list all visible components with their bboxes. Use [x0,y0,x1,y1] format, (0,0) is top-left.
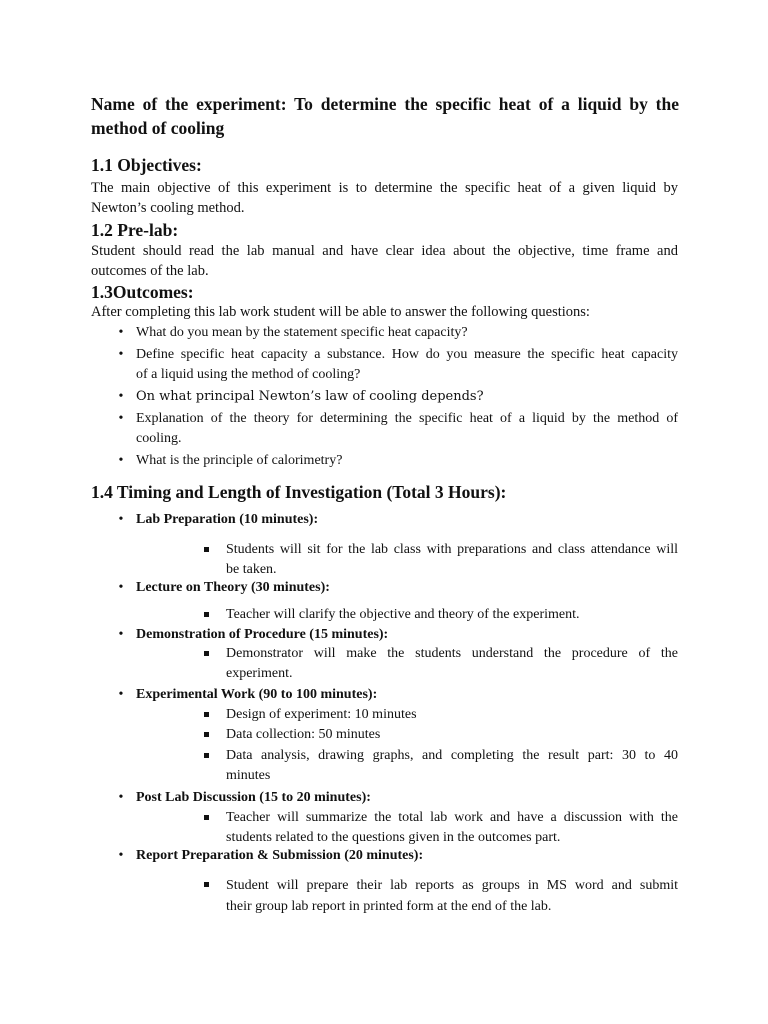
prelab-heading: 1.2 Pre-lab: [91,220,179,240]
timing-sub-item-text: Student will prepare their lab reports as groups in MS word and submit [226,878,678,893]
bullet-dot-icon: • [118,512,124,527]
outcomes-intro-line: After completing this lab work student will be able to answer the following questions: [91,304,590,320]
outcome-question-text: Explanation of the theory for determining the specific heat of a liquid by the method of [136,411,678,426]
experimental-work-label: Experimental Work (90 to 100 minutes): [136,687,378,702]
lab-preparation-label: Lab Preparation (10 minutes): [136,512,319,527]
lecture-theory-label: Lecture on Theory (30 minutes): [136,580,330,595]
timing-sub-item-text: students related to the questions given in the outcomes part. [226,830,561,845]
report-preparation-label: Report Preparation & Submission (20 minutes): [136,848,424,863]
bullet-dot-icon: • [118,411,124,426]
timing-sub-item-text: Data collection: 50 minutes [226,727,381,742]
experiment-title-line-1: Name of the experiment: To determine the specific heat of a liquid by the [91,94,679,114]
bullet-dot-icon: • [118,687,124,702]
square-bullet-icon [204,882,209,887]
bullet-dot-icon: • [118,580,124,595]
timing-sub-item-text: be taken. [226,562,277,577]
outcome-question-text: of a liquid using the method of cooling? [136,367,361,382]
timing-sub-item-text: experiment. [226,666,293,681]
square-bullet-icon [204,753,209,758]
timing-sub-item-text: Students will sit for the lab class with preparations and class attendance will [226,542,678,557]
objectives-line-2: Newton’s cooling method. [91,200,245,216]
square-bullet-icon [204,732,209,737]
objectives-heading: 1.1 Objectives: [91,155,202,175]
objectives-paragraph [91,178,678,218]
outcome-question-text: Define specific heat capacity a substance. How do you measure the specific heat capacity [136,347,678,362]
prelab-line-2: outcomes of the lab. [91,263,209,279]
timing-heading: 1.4 Timing and Length of Investigation (Total 3 Hours): [91,482,507,502]
square-bullet-icon [204,815,209,820]
experiment-title-line-2: method of cooling [91,118,225,138]
outcome-question-text: What do you mean by the statement specific heat capacity? [136,325,468,340]
square-bullet-icon [204,712,209,717]
bullet-dot-icon: • [118,325,124,340]
timing-sub-item-text: their group lab report in printed form at the end of the lab. [226,899,552,914]
prelab-paragraph [91,241,678,281]
bullet-dot-icon: • [118,627,124,642]
outcome-question-text: cooling. [136,431,182,446]
prelab-line-1: Student should read the lab manual and have clear idea about the objective, time frame and [91,243,678,259]
square-bullet-icon [204,651,209,656]
outcomes-intro [91,302,678,322]
outcomes-heading: 1.3Outcomes: [91,282,194,302]
bullet-dot-icon: • [118,389,124,404]
square-bullet-icon [204,547,209,552]
outcome-question-text: On what principal Newton’s law of cooling depends? [136,389,484,404]
bullet-dot-icon: • [118,790,124,805]
post-lab-discussion-label: Post Lab Discussion (15 to 20 minutes): [136,790,371,805]
timing-sub-item-text: Teacher will summarize the total lab work and have a discussion with the [226,810,678,825]
experiment-title [91,92,679,140]
timing-sub-item-text: Design of experiment: 10 minutes [226,707,417,722]
objectives-line-1: The main objective of this experiment is to determine the specific heat of a given liquid by [91,180,678,196]
outcome-question-text: What is the principle of calorimetry? [136,453,343,468]
demonstration-label: Demonstration of Procedure (15 minutes): [136,627,389,642]
timing-sub-item-text: Demonstrator will make the students understand the procedure of the [226,646,678,661]
timing-sub-item-text: Data analysis, drawing graphs, and completing the result part: 30 to 40 [226,748,678,763]
timing-sub-item-text: Teacher will clarify the objective and theory of the experiment. [226,607,580,622]
timing-sub-item-text: minutes [226,768,271,783]
square-bullet-icon [204,612,209,617]
bullet-dot-icon: • [118,848,124,863]
bullet-dot-icon: • [118,453,124,468]
bullet-dot-icon: • [118,347,124,362]
